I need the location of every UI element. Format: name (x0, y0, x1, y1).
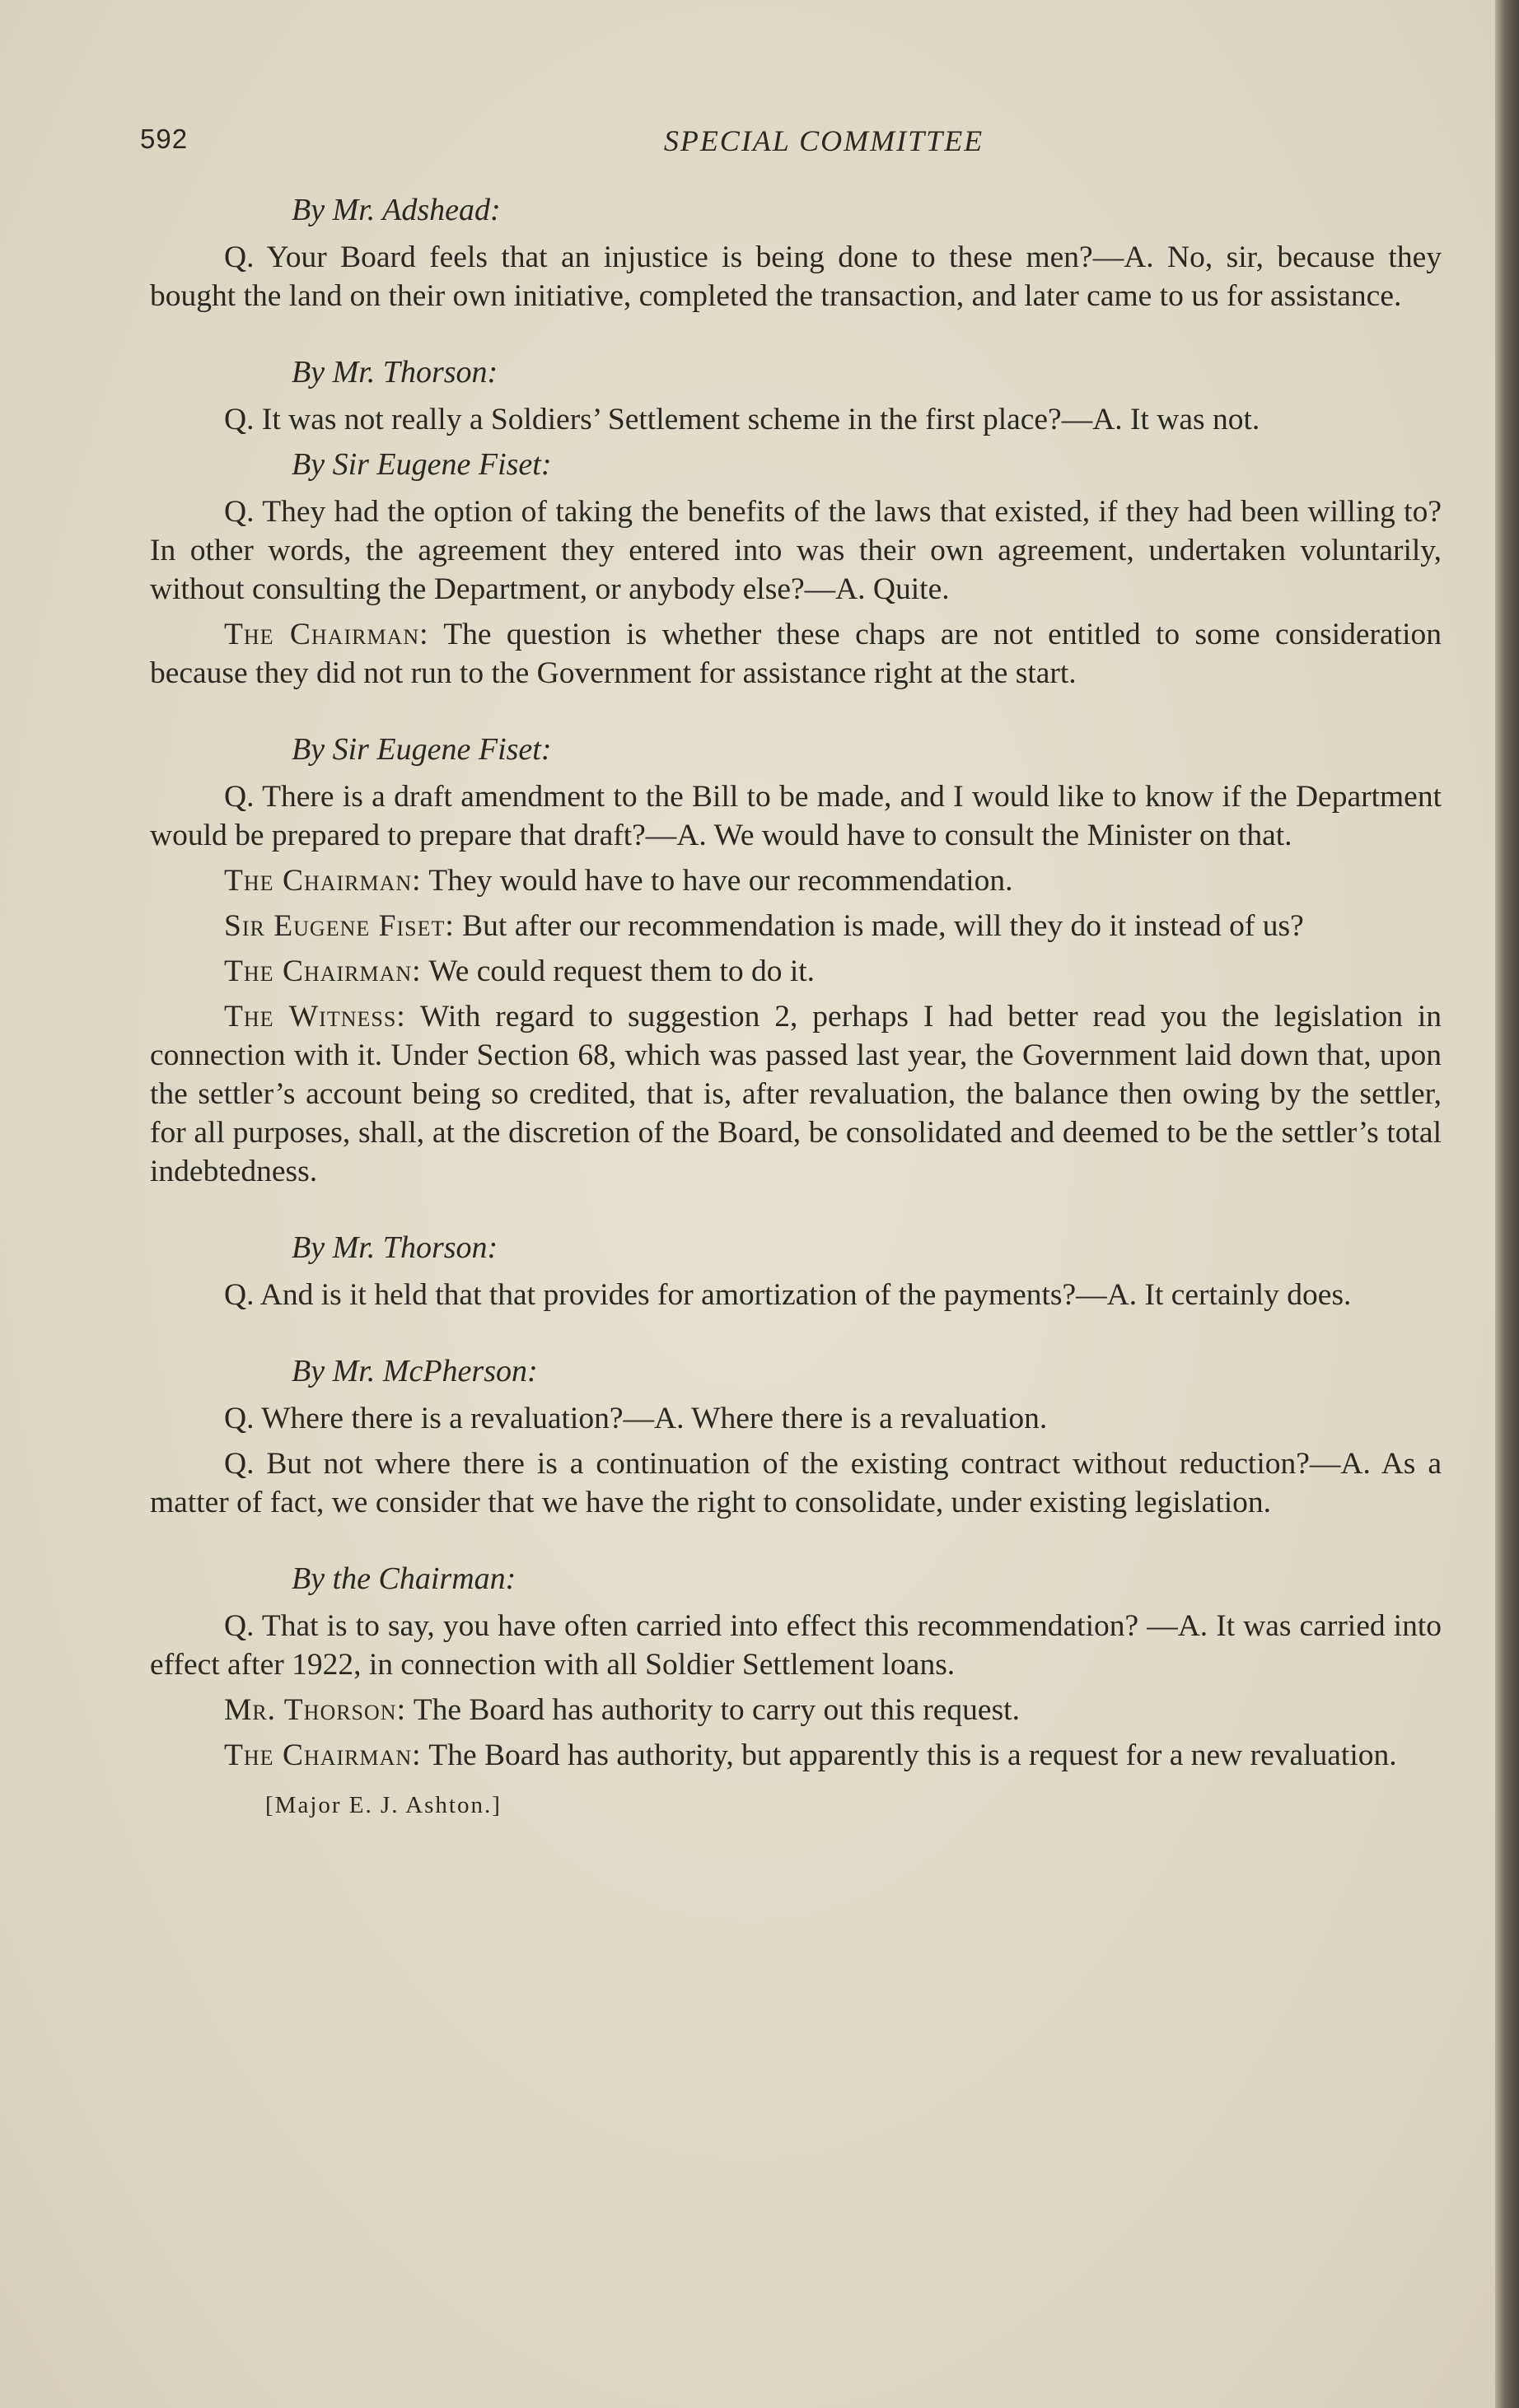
page-header (140, 124, 1442, 165)
speech-text: The Board has authority, but apparently this is a request for a new revaluation. (421, 1738, 1397, 1772)
speech-paragraph (150, 1691, 1442, 1729)
question-answer-paragraph: Q. There is a draft amendment to the Bill to be made, and I would like to know if the Department would be prepared to prepare that draft?—A. We would have to consult the Minister on that. (150, 780, 1442, 852)
examiner-heading: By Mr. Adshead: (292, 193, 501, 227)
speech-text: With regard to suggestion 2, perhaps I had better read you the legislation in connection with it. Under Section 68, which was passed last year, the Government laid down that, upon the settler’s account being so credited, that is, after revaluation, the balance then owing by the settler, for all purposes, shall, at the discretion of the Board, be consolidated and deemed to be the settler’s total indebtedness. (150, 1000, 1442, 1188)
question-answer-paragraph: Q. That is to say, you have often carried into effect this recommendation? —A. It was carried into effect after 1922, in connection with all Soldier Settlement loans. (150, 1609, 1442, 1682)
question-answer-paragraph: Q. They had the option of taking the benefits of the laws that existed, if they had been willing to? In other words, the agreement they entered into was their own agreement, undertaken voluntarily, without consulting the Department, or anybody else?—A. Quite. (150, 495, 1442, 606)
speech-paragraph (150, 997, 1442, 1191)
examiner-heading: By Sir Eugene Fiset: (292, 732, 552, 767)
speech-text: They would have to have our recommendation. (421, 864, 1013, 898)
examiner-heading: By the Chairman: (292, 1561, 516, 1596)
page-number: 592 (140, 124, 189, 154)
speech-text: The question is whether these chaps are not entitled to some consideration because they did not run to the Government for assistance right at the start. (150, 618, 1442, 690)
speech-text: The Board has authority to carry out this request. (406, 1693, 1020, 1727)
examiner-heading: By Mr. McPherson: (292, 1354, 538, 1388)
speech-text: We could request them to do it. (421, 954, 816, 988)
speaker-name: Mr. Thorson: (224, 1693, 406, 1727)
question-answer-paragraph: Q. And is it held that that provides for amortization of the payments?—A. It certainly does. (224, 1278, 1352, 1312)
running-head: SPECIAL COMMITTEE (663, 124, 984, 157)
transcript-body (150, 191, 1442, 1825)
speaker-name: The Chairman: (224, 954, 422, 988)
speech-paragraph (150, 861, 1442, 900)
speaker-name: Sir Eugene Fiset: (224, 909, 455, 943)
question-answer-paragraph: Q. It was not really a Soldiers’ Settlement scheme in the first place?—A. It was not. (224, 403, 1260, 436)
speaker-name: The Chairman: (224, 1738, 422, 1772)
witness-attribution: [Major E. J. Ashton.] (265, 1792, 502, 1818)
speech-paragraph (150, 952, 1442, 991)
speech-text: But after our recommendation is made, will they do it instead of us? (454, 909, 1304, 943)
speech-paragraph (150, 907, 1442, 945)
speech-paragraph (150, 1736, 1442, 1775)
book-binding-edge (1495, 0, 1519, 2408)
examiner-heading: By Mr. Thorson: (292, 1230, 498, 1265)
examiner-heading: By Sir Eugene Fiset: (292, 447, 552, 482)
speaker-name: The Chairman: (224, 864, 422, 898)
question-answer-paragraph: Q. Your Board feels that an injustice is being done to these men?—A. No, sir, because they bought the land on their own initiative, completed the transaction, and later came to us for assistance. (150, 240, 1442, 313)
question-answer-paragraph: Q. But not where there is a continuation of the existing contract without reduction?—A. As a matter of fact, we consider that we have the right to consolidate, under existing legislation. (150, 1447, 1442, 1519)
speaker-name: The Chairman: (224, 618, 429, 651)
speech-paragraph (150, 615, 1442, 693)
speaker-name: The Witness: (224, 1000, 406, 1034)
question-answer-paragraph: Q. Where there is a revaluation?—A. Where there is a revaluation. (224, 1402, 1048, 1435)
examiner-heading: By Mr. Thorson: (292, 355, 498, 390)
